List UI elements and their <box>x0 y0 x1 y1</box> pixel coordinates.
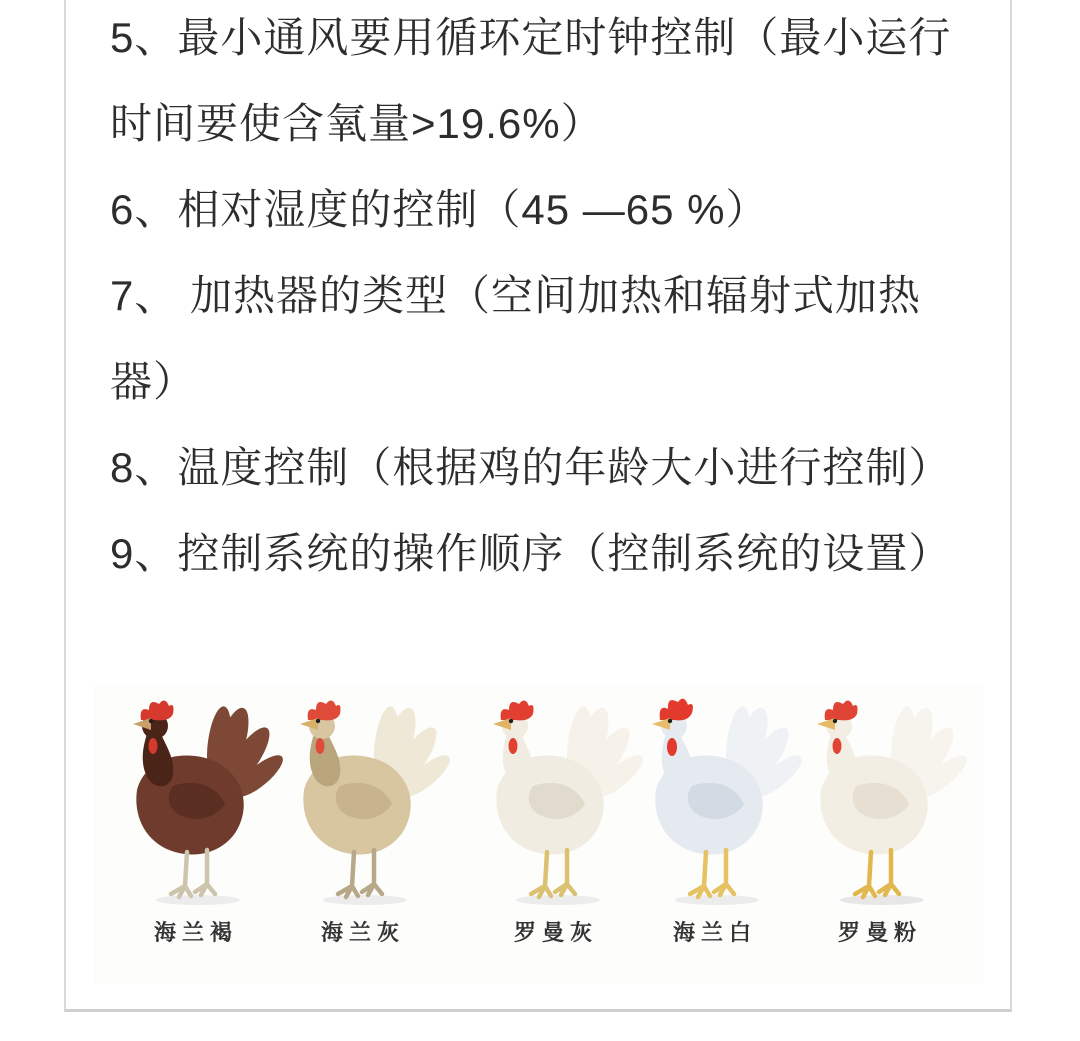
chicken-figure-lohmann-pink <box>787 694 967 956</box>
hen-illustration <box>787 694 967 914</box>
breed-label: 海兰白 <box>672 920 757 945</box>
hen-illustration <box>622 694 802 914</box>
document-line: 5、最小通风要用循环定时钟控制（最小运行 <box>110 14 952 61</box>
breed-label: 海兰灰 <box>320 920 405 945</box>
hen-illustration <box>103 694 283 914</box>
hen-eye <box>509 719 513 723</box>
chicken-figure-hyline-gray <box>270 694 450 956</box>
hen-legs <box>855 850 899 897</box>
chicken-figure-lohmann-gray <box>463 694 643 956</box>
ground-shadow <box>675 895 759 905</box>
document-line: 6、相对湿度的控制（45 —65 %） <box>110 186 769 233</box>
ground-shadow <box>156 895 240 905</box>
breed-label: 罗曼粉 <box>837 920 922 945</box>
hen-illustration <box>270 694 450 914</box>
document-line: 7、 加热器的类型（空间加热和辐射式加热 <box>110 272 922 319</box>
breed-label: 罗曼灰 <box>513 920 598 945</box>
hen-eye <box>833 719 837 723</box>
document-line: 9、控制系统的操作顺序（控制系统的设置） <box>110 530 952 577</box>
chicken-figure-hyline-white <box>622 694 802 956</box>
hen-eye <box>316 719 320 723</box>
hen-legs <box>690 850 734 897</box>
document-line: 时间要使含氧量>19.6%） <box>110 100 604 147</box>
chicken-figure-hyline-brown <box>103 694 283 956</box>
hen-illustration <box>463 694 643 914</box>
document-line: 8、温度控制（根据鸡的年龄大小进行控制） <box>110 444 952 491</box>
ground-shadow <box>323 895 407 905</box>
hen-legs <box>531 850 575 897</box>
document-line: 器） <box>110 358 197 405</box>
hen-eye <box>149 719 153 723</box>
breed-label: 海兰褐 <box>153 920 238 945</box>
hen-legs <box>171 850 215 897</box>
document-text-block <box>110 0 994 597</box>
hen-legs <box>338 850 382 897</box>
hen-eye <box>668 719 672 723</box>
ground-shadow <box>840 895 924 905</box>
ground-shadow <box>516 895 600 905</box>
